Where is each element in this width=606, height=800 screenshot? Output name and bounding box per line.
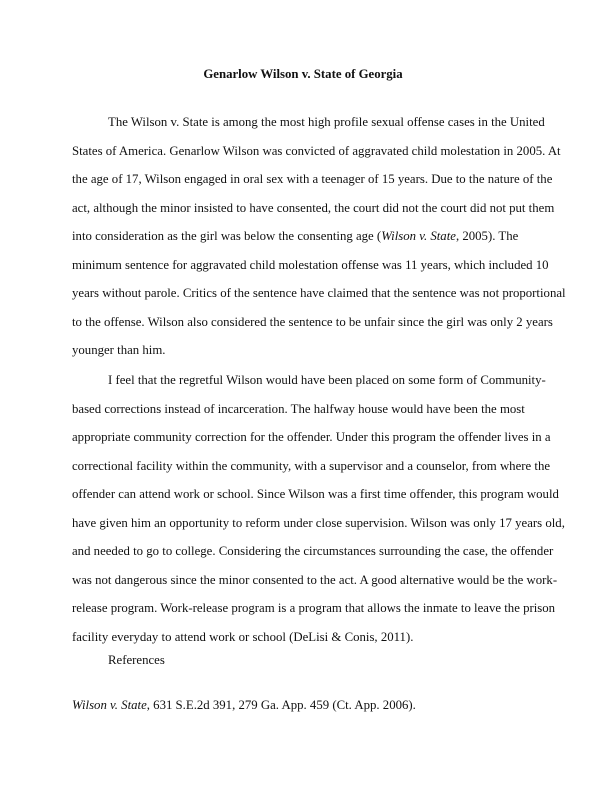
paragraph-line: was not dangerous since the minor consented to the act. A good alternative would be the work- xyxy=(72,572,558,587)
references-heading: References xyxy=(108,653,165,667)
paragraph-line: the age of 17, Wilson engaged in oral sex with a teenager of 15 years. Due to the nature of the xyxy=(72,172,553,186)
paragraph-line: offender can attend work or school. Since Wilson was a first time offender, this program would xyxy=(72,487,559,501)
paragraph-line: have given him an opportunity to reform under close supervision. Wilson was only 17 years old, xyxy=(72,515,565,530)
text-segment: , 2005). The xyxy=(455,229,519,243)
paragraph-line: younger than him. xyxy=(72,343,166,357)
case-citation-italic: Wilson v. State xyxy=(381,229,456,243)
paragraph-line: minimum sentence for aggravated child molestation offense was 11 years, which included 10 xyxy=(72,257,549,272)
paragraph-line: States of America. Genarlow Wilson was convicted of aggravated child molestation in 2005. At xyxy=(72,143,561,158)
reference-details: , 631 S.E.2d 391, 279 Ga. App. 459 (Ct. App. 2006). xyxy=(146,698,416,712)
reference-case-name: Wilson v. State xyxy=(72,698,147,712)
paragraph-line: appropriate community correction for the offender. Under this program the offender lives in a xyxy=(72,430,551,444)
paragraph-line: and needed to go to college. Considering the circumstances surrounding the case, the offender xyxy=(72,544,554,558)
text-segment: into consideration as the girl was below the consenting age ( xyxy=(72,229,382,243)
paragraph-opinion xyxy=(72,366,565,651)
paragraph-line: facility everyday to attend work or school (DeLisi & Conis, 2011). xyxy=(72,629,414,644)
paragraph-line: release program. Work-release program is a program that allows the inmate to leave the prison xyxy=(72,601,556,615)
paragraph-line: years without parole. Critics of the sentence have claimed that the sentence was not proportional xyxy=(72,286,566,300)
paragraph-line: The Wilson v. State is among the most high profile sexual offense cases in the United xyxy=(108,115,545,129)
paragraph-line: based corrections instead of incarceration. The halfway house would have been the most xyxy=(72,401,525,416)
paragraph-line-with-citation xyxy=(72,222,542,251)
paragraph-case-summary xyxy=(72,108,566,365)
reference-entry xyxy=(72,697,416,713)
document-title: Genarlow Wilson v. State of Georgia xyxy=(203,67,403,81)
paragraph-line: act, although the minor insisted to have consented, the court did not the court did not put them xyxy=(72,200,555,215)
paragraph-line: correctional facility within the community, with a supervisor and a counselor, from where the xyxy=(72,458,551,473)
paragraph-line: to the offense. Wilson also considered the sentence to be unfair since the girl was only 2 years xyxy=(72,314,553,329)
paragraph-line: I feel that the regretful Wilson would have been placed on some form of Community- xyxy=(108,373,546,387)
